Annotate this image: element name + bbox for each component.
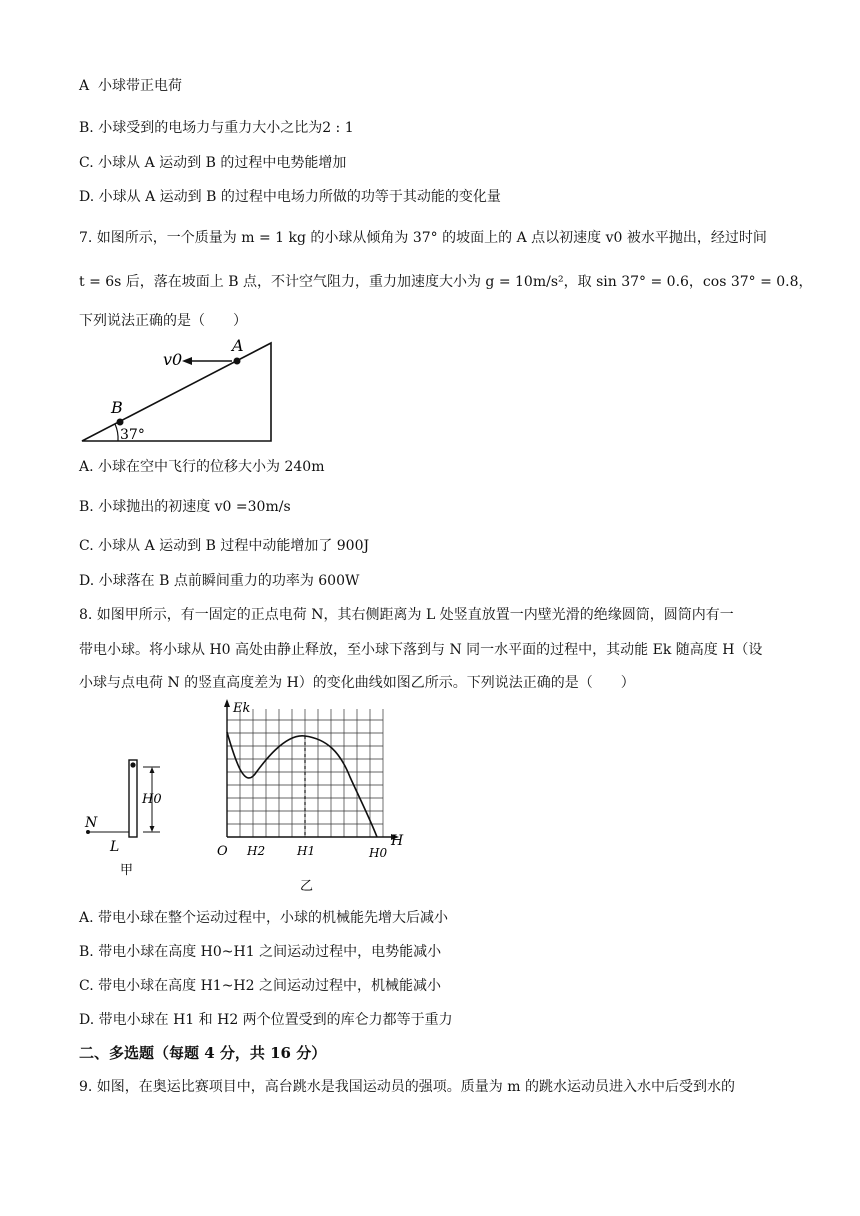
q8-option-b: B. 带电小球在高度 H0~H1 之间运动过程中，电势能减小 [79,944,442,960]
q7-label-b: B [111,398,123,417]
q8-yi-tick-h2: H2 [247,844,266,858]
q6-option-b: B. 小球受到的电场力与重力大小之比为2 : 1 [79,120,354,136]
q8-yi-x-axis-label: H [391,833,404,849]
q7-option-a: A. 小球在空中飞行的位移大小为 240m [79,459,325,475]
q7-label-a: A [232,336,244,355]
q8-stem-line1: 8. 如图甲所示，有一固定的正点电荷 N，其右侧距离为 L 处竖直放置一内壁光滑的绝缘圆筒，圆筒内有一 [79,607,734,623]
q8-jia-label-n: N [85,815,98,831]
q8-option-d: D. 带电小球在 H1 和 H2 两个位置受到的库仑力都等于重力 [79,1012,453,1028]
q7-option-d: D. 小球落在 B 点前瞬间重力的功率为 600W [79,573,360,589]
q9-stem-line1: 9. 如图，在奥运比赛项目中，高台跳水是我国运动员的强项。质量为 m 的跳水运动员进入水中后受到水的 [79,1079,735,1095]
q6-option-d: D. 小球从 A 运动到 B 的过程中电场力所做的功等于其动能的变化量 [79,189,501,205]
q7-label-angle: 37° [120,427,145,443]
q7-option-c: C. 小球从 A 运动到 B 过程中动能增加了 900J [79,538,370,554]
q8-jia-label-l: L [110,839,120,855]
q7-stem-line2: t = 6s 后，落在坡面上 B 点，不计空气阻力，重力加速度大小为 g = 10m/s²，取 sin 37° = 0.6，cos 37° = 0.8， [79,274,813,290]
q7-stem-line3: 下列说法正确的是（ ） [79,313,247,329]
q8-stem-line2: 带电小球。将小球从 H0 高处由静止释放，至小球下落到与 N 同一水平面的过程中，其动能 Ek 随高度 H（设 [79,642,763,658]
q8-yi-origin: O [217,844,228,859]
q8-yi-tick-h1: H1 [297,844,316,858]
q8-yi-caption: 乙 [300,879,314,894]
q8-yi-tick-h0: H0 [369,846,388,860]
q8-yi-y-axis-label: Ek [233,701,251,716]
q8-option-c: C. 带电小球在高度 H1~H2 之间运动过程中，机械能减小 [79,978,441,994]
q7-option-b: B. 小球抛出的初速度 v0 =30m/s [79,499,291,515]
q8-figure-jia [80,755,180,880]
section-title-multiple-choice: 二、多选题（每题 4 分，共 16 分） [79,1044,327,1062]
q8-stem-line3: 小球与点电荷 N 的竖直高度差为 H）的变化曲线如图乙所示。下列说法正确的是（ ） [79,675,635,691]
q6-option-c: C. 小球从 A 运动到 B 的过程中电势能增加 [79,155,347,171]
q7-label-v0: v0 [163,350,183,369]
q7-stem-line1: 7. 如图所示，一个质量为 m = 1 kg 的小球从倾角为 37° 的坡面上的 A 点以初速度 v0 被水平抛出，经过时间 [79,230,767,246]
q6-option-a: A 小球带正电荷 [79,78,183,94]
q8-jia-caption: 甲 [120,863,134,878]
q8-jia-label-h0: H0 [142,792,162,807]
q8-option-a: A. 带电小球在整个运动过程中，小球的机械能先增大后减小 [79,910,449,926]
q8-figure-yi [205,697,420,897]
q7-incline-figure [75,335,280,445]
